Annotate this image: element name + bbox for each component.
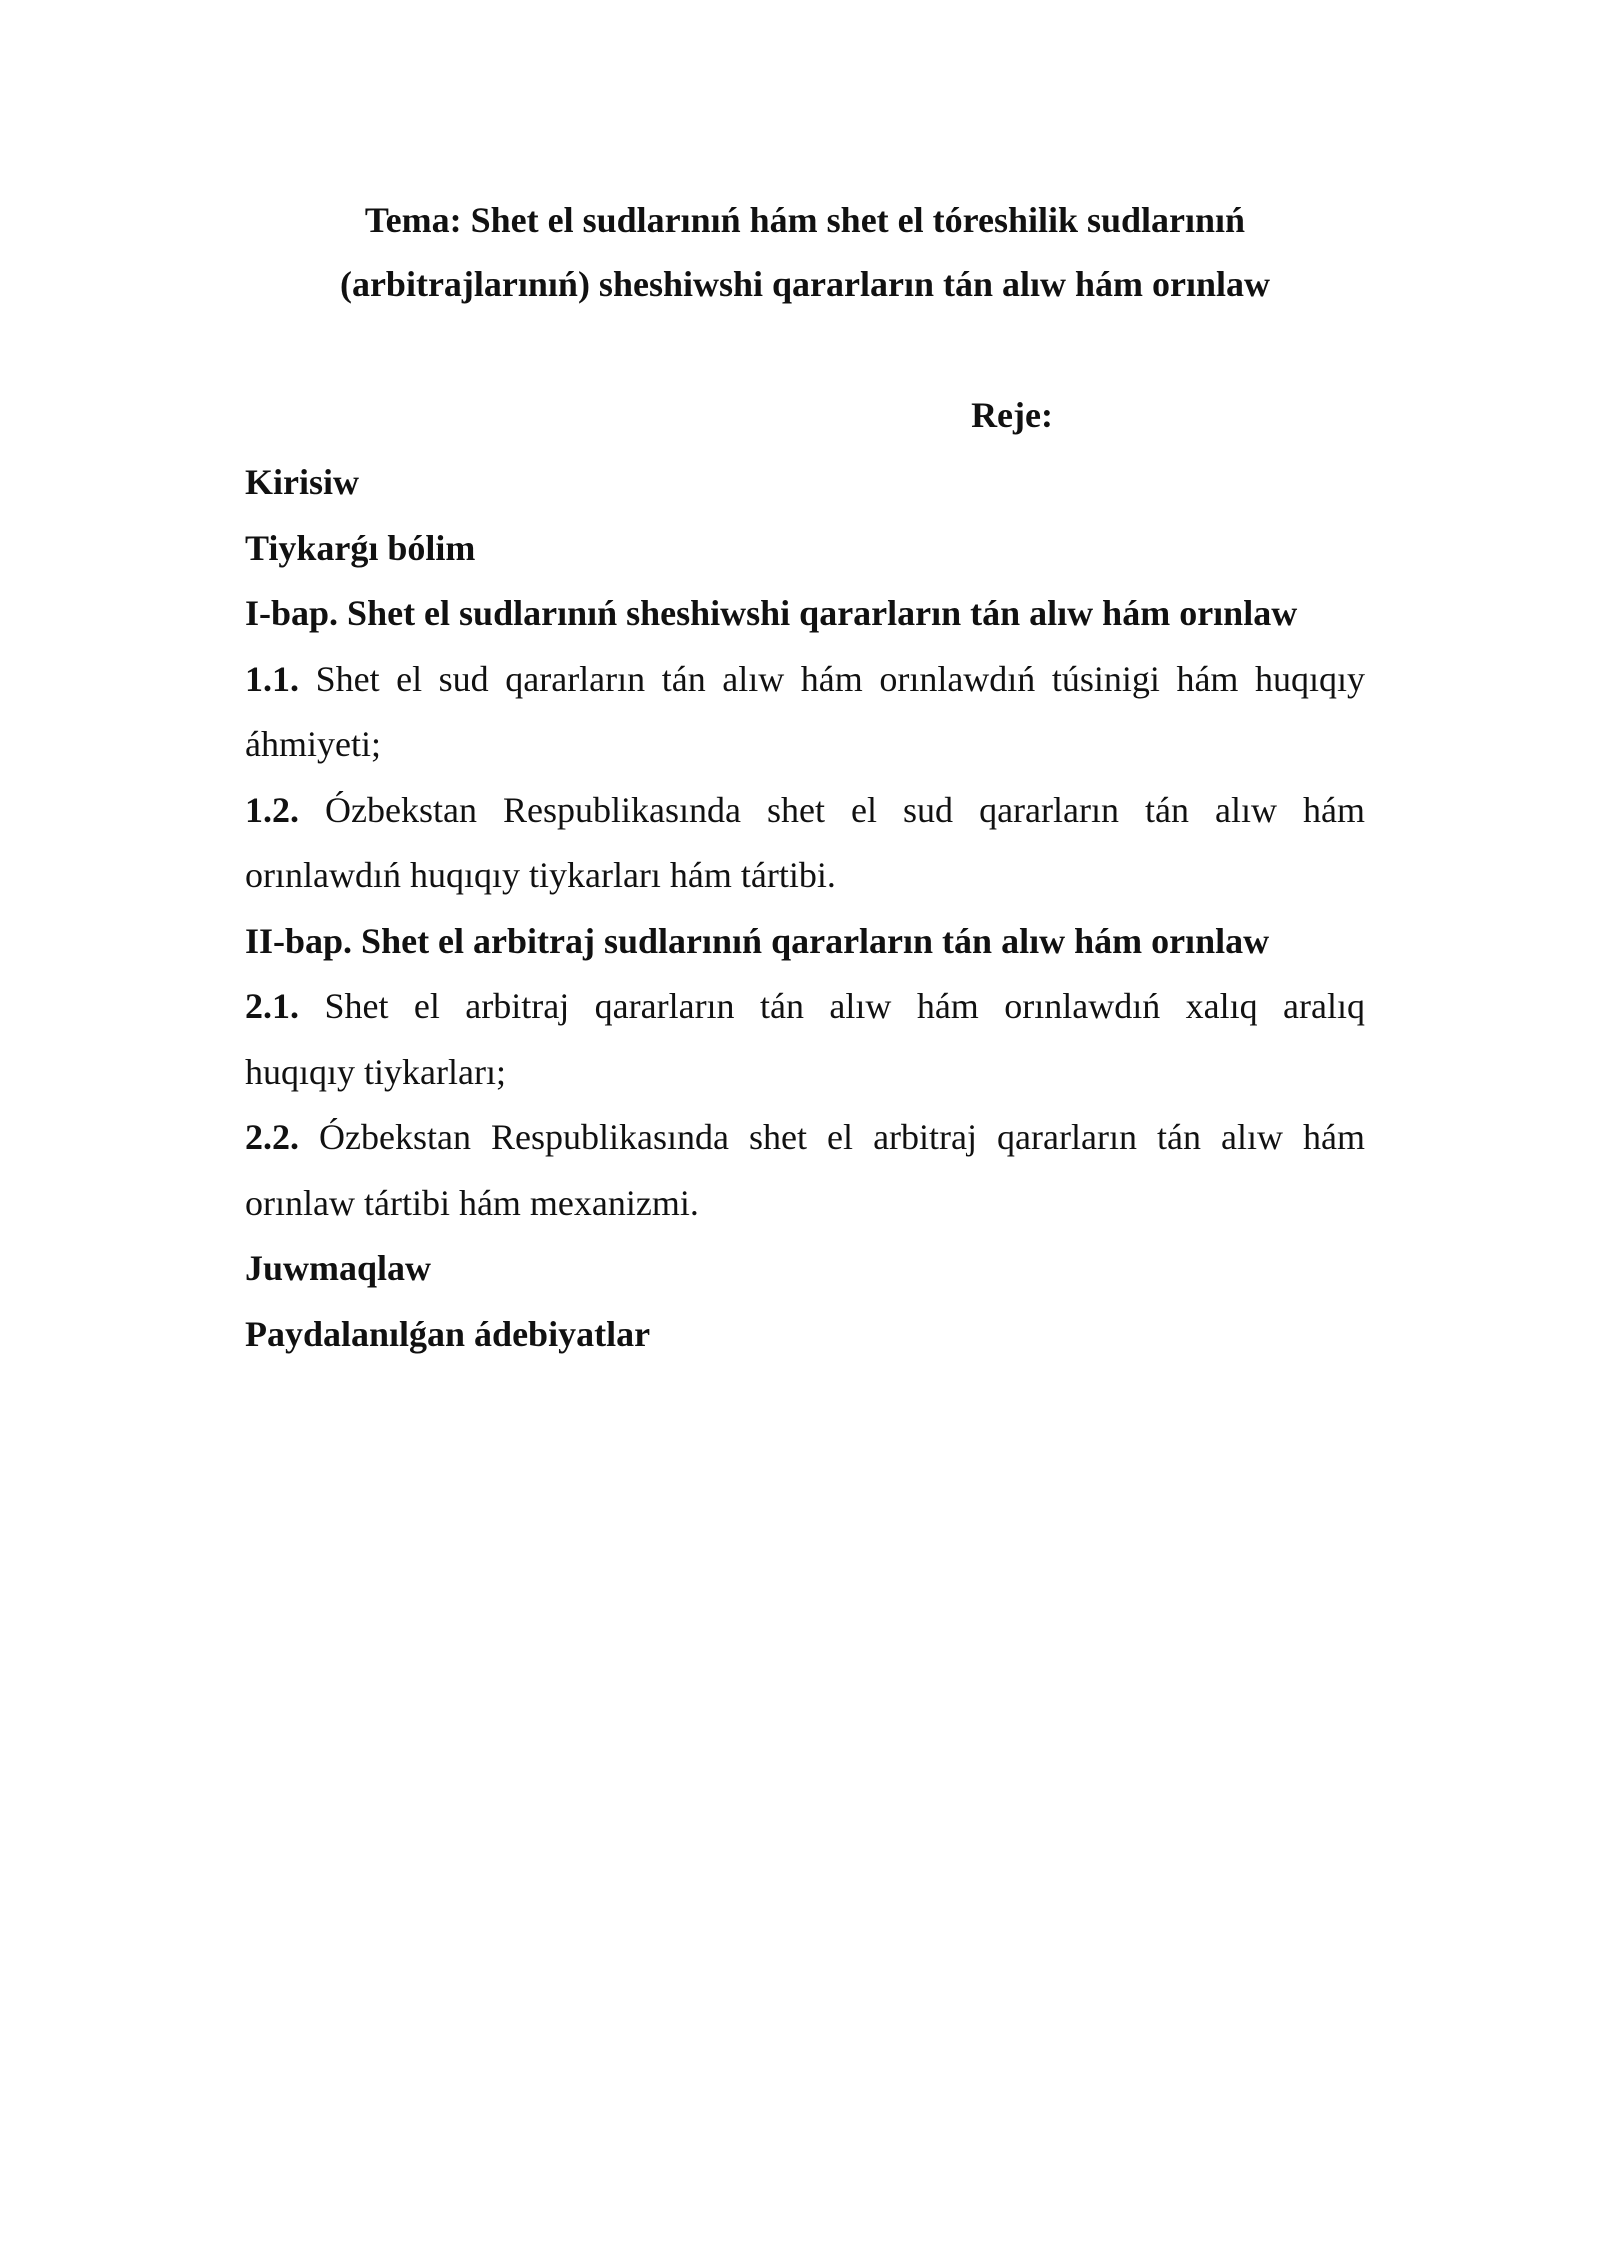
toc-chapter-2-title: II-bap. Shet el arbitraj sudlarınıń qararların tán alıw hám orınlaw [245,920,1270,961]
title-line-2: (arbitrajlarınıń) sheshiwshi qararların tán alıw hám orınlaw [339,264,1271,304]
section-number: 2.2. [245,1117,299,1157]
toc-intro: Kirisiw [245,462,359,502]
toc-section-2-2 [245,1105,1365,1171]
toc-section-2-1 [245,974,1365,1040]
toc-references: Paydalanılǵan ádebiyatlar [245,1313,651,1354]
toc-section-1-1-continued: áhmiyeti; [245,724,381,764]
section-text: Ózbekstan Respublikasında shet el arbitraj qararların tán alıw hám [319,1117,1365,1157]
section-number: 2.1. [245,986,299,1026]
toc-section-2-1-continued: huqıqıy tiykarları; [245,1051,506,1092]
toc-main-part: Tiykarǵı bólim [245,527,476,568]
section-text: Ózbekstan Respublikasında shet el sud qararların tán alıw hám [325,789,1365,830]
section-text: Shet el arbitraj qararların tán alıw hám orınlawdıń xalıq aralıq [324,986,1366,1026]
toc-chapter-1-title: I-bap. Shet el sudlarınıń sheshiwshi qararların tán alıw hám orınlaw [245,593,1298,633]
document-title [245,188,1365,316]
table-of-contents [245,450,1365,1367]
section-number: 1.1. [245,658,299,699]
section-number: 1.2. [245,789,299,830]
toc-conclusion: Juwmaqlaw [245,1248,432,1288]
title-line-1: Tema: Shet el sudlarınıń hám shet el tóreshilik sudlarınıń [364,200,1246,240]
toc-section-1-1 [245,647,1365,713]
toc-section-2-2-continued: orınlaw tártibi hám mexanizmi. [245,1182,699,1223]
toc-section-1-2 [245,778,1365,844]
toc-section-1-2-continued: orınlawdıń huqıqıy tiykarları hám tártibi. [245,855,836,895]
plan-heading: Reje: [971,395,1053,435]
section-text: Shet el sud qararların tán alıw hám orınlawdıń túsinigi hám huqıqıy [315,658,1365,699]
